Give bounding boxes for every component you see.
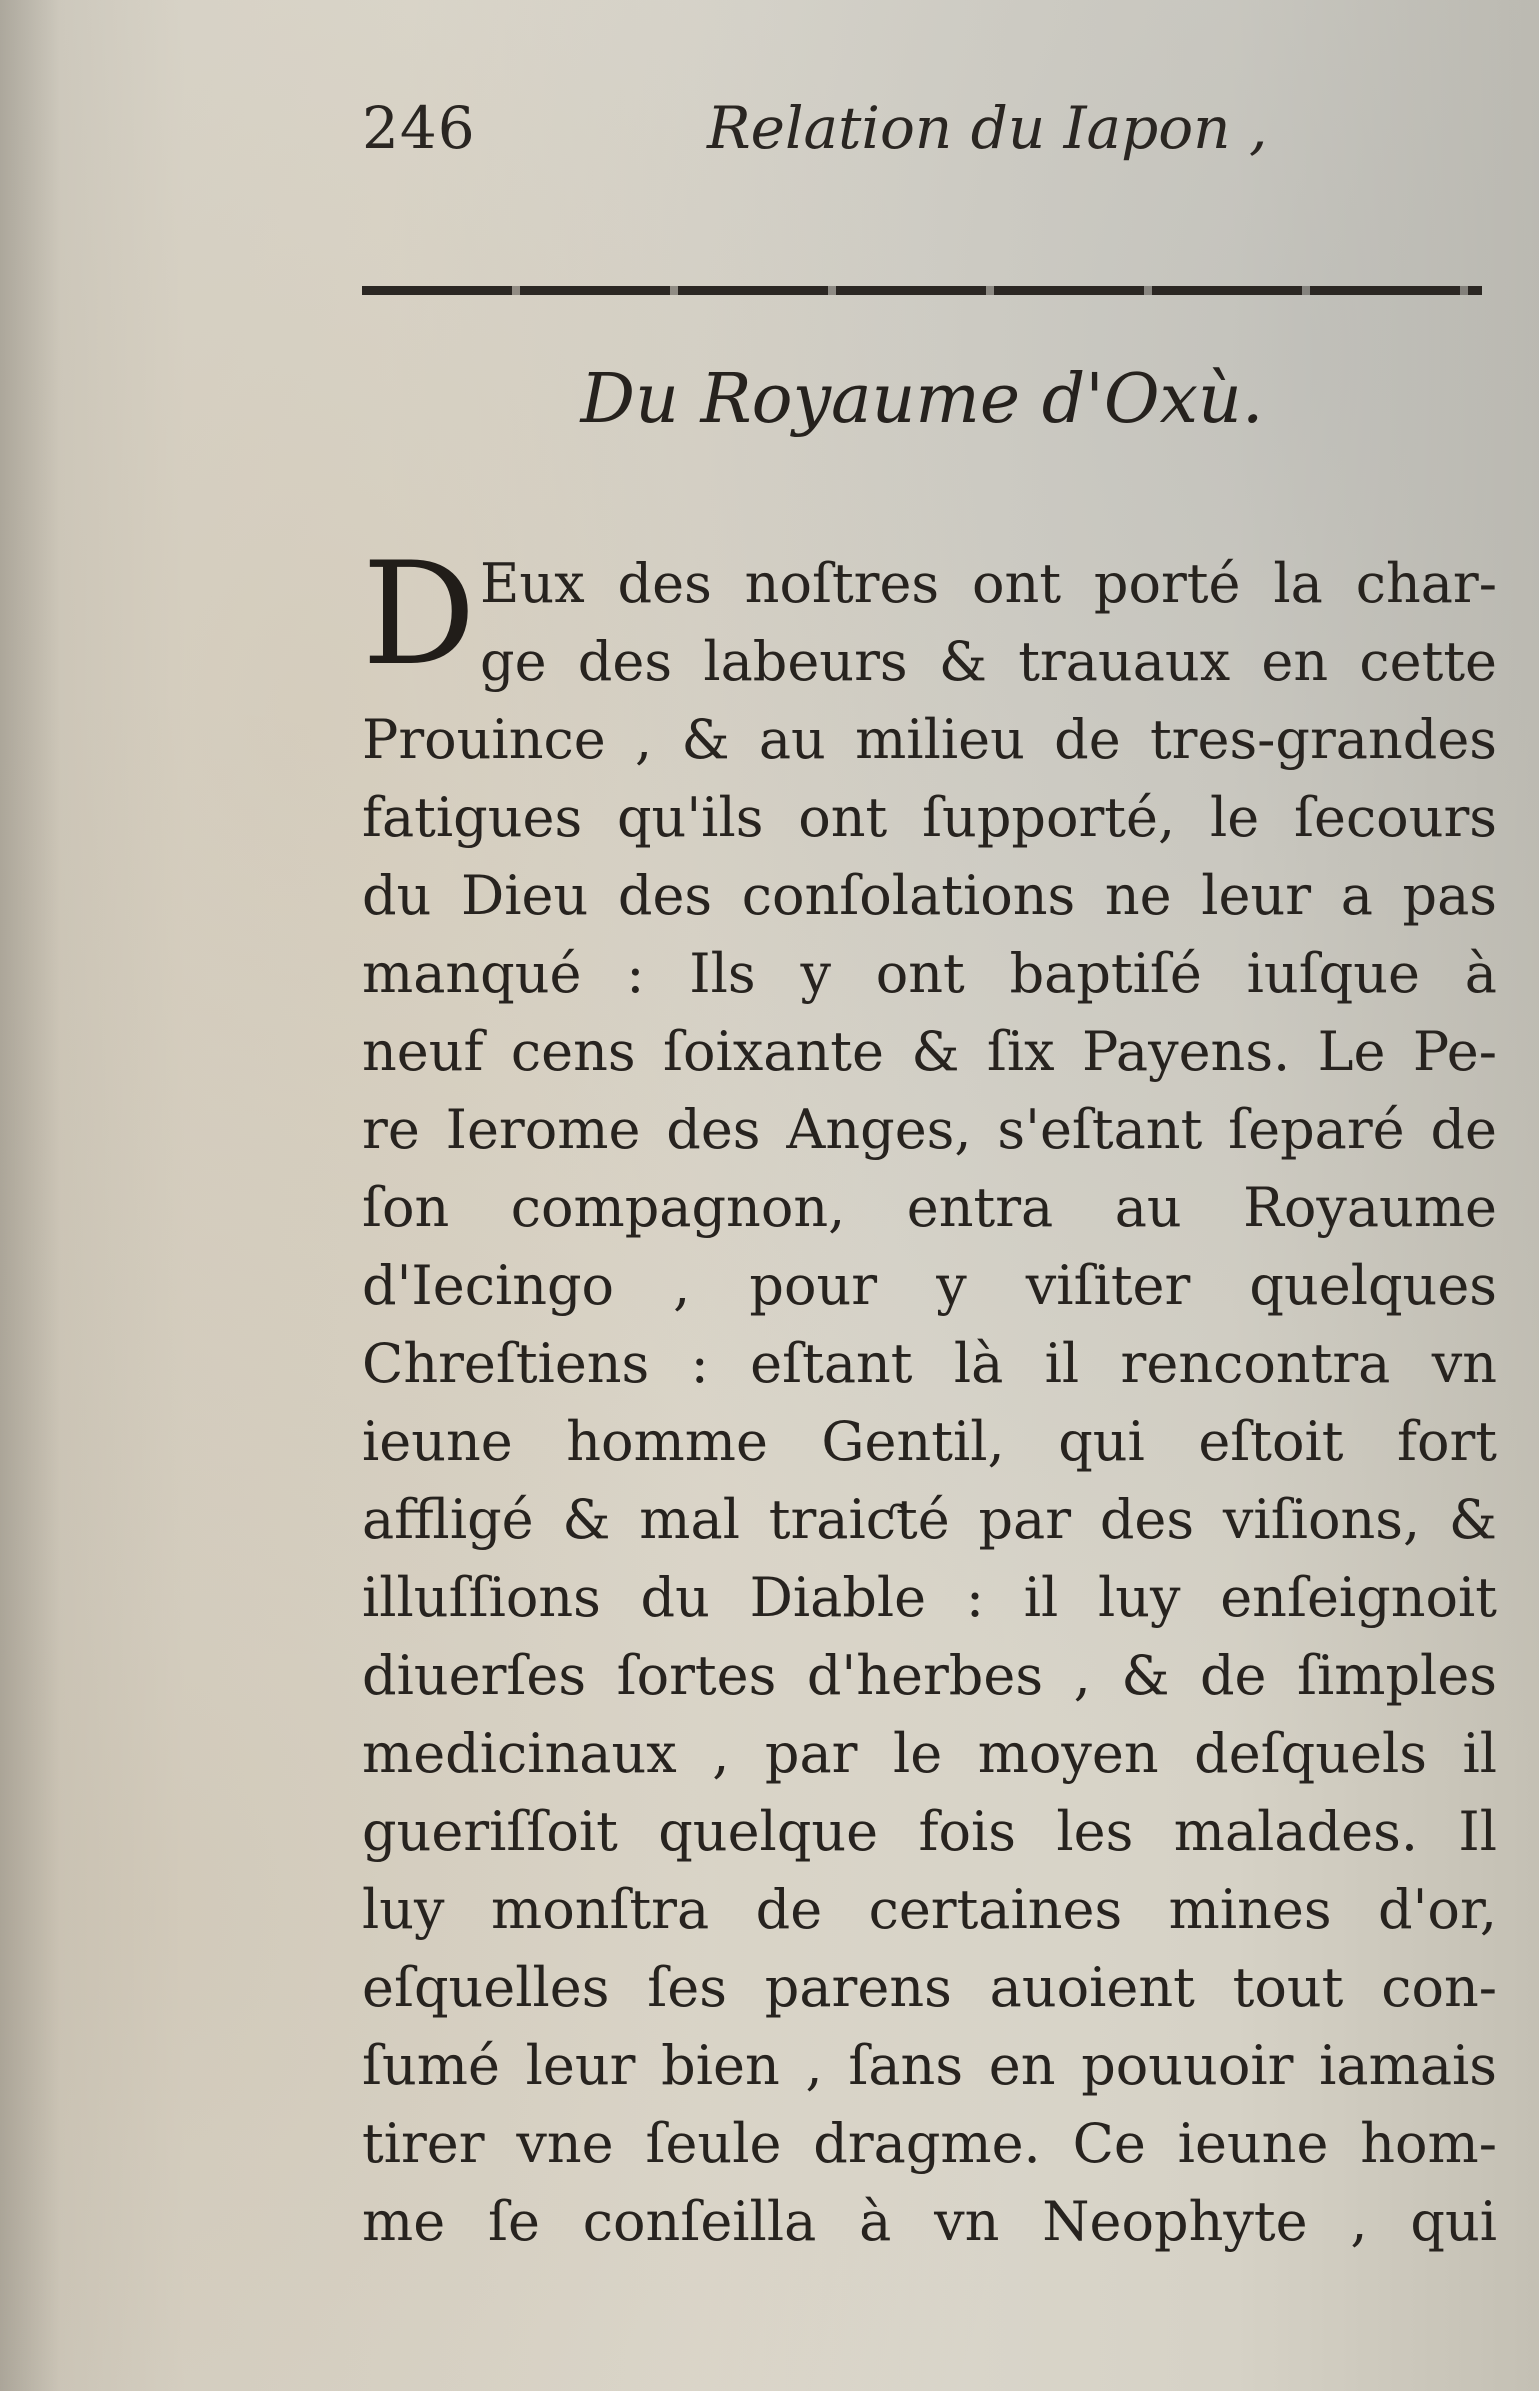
text-line: medicinaux , par le moyen deſquels il (362, 1722, 1497, 1785)
text-line: Prouince , & au milieu de tres-grandes (362, 708, 1497, 771)
text-line: eſquelles ſes parens auoient tout con- (362, 1956, 1497, 2019)
page-number: 246 (362, 94, 476, 162)
text-line: illuſſions du Diable : il luy enſeignoit (362, 1566, 1497, 1629)
text-line: me ſe conſeilla à vn Neophyte , qui (362, 2190, 1497, 2253)
text-line: re Ierome des Anges, s'eſtant ſeparé de (362, 1098, 1497, 1161)
text-line: gueriſſoit quelque fois les malades. Il (362, 1800, 1497, 1863)
text-line: ſumé leur bien , ſans en pouuoir iamais (362, 2034, 1497, 2097)
gutter-shadow (0, 0, 60, 2391)
running-title: Relation du Iapon , (707, 94, 1268, 162)
ornamental-rule (362, 286, 1482, 295)
text-line: neuf cens ſoixante & ſix Payens. Le Pe- (362, 1020, 1497, 1083)
text-line: ieune homme Gentil, qui eſtoit fort (362, 1410, 1497, 1473)
text-line: Eux des noſtres ont porté la char- (480, 552, 1497, 615)
text-line: d'Iecingo , pour y viſiter quelques (362, 1254, 1497, 1317)
text-line: Chreſtiens : eſtant là il rencontra vn (362, 1332, 1497, 1395)
text-line: tirer vne ſeule dragme. Ce ieune hom- (362, 2112, 1497, 2175)
body-text (362, 545, 1497, 2261)
drop-cap: D (362, 532, 476, 697)
text-line: ge des labeurs & trauaux en cette (480, 630, 1497, 693)
text-line: luy monſtra de certaines mines d'or, (362, 1878, 1497, 1941)
text-line: affligé & mal traiƈté par des viſions, & (362, 1488, 1497, 1551)
text-line: du Dieu des conſolations ne leur a pas (362, 864, 1497, 927)
text-line: fatigues qu'ils ont ſupporté, le ſecours (362, 786, 1497, 849)
text-line: diuerſes ſortes d'herbes , & de ſimples (362, 1644, 1497, 1707)
running-head (362, 82, 1482, 172)
text-line: manqué : Ils y ont baptiſé iuſque à (362, 942, 1497, 1005)
text-line: ſon compagnon, entra au Royaume (362, 1176, 1497, 1239)
section-title: Du Royaume d'Oxù. (580, 360, 1264, 439)
